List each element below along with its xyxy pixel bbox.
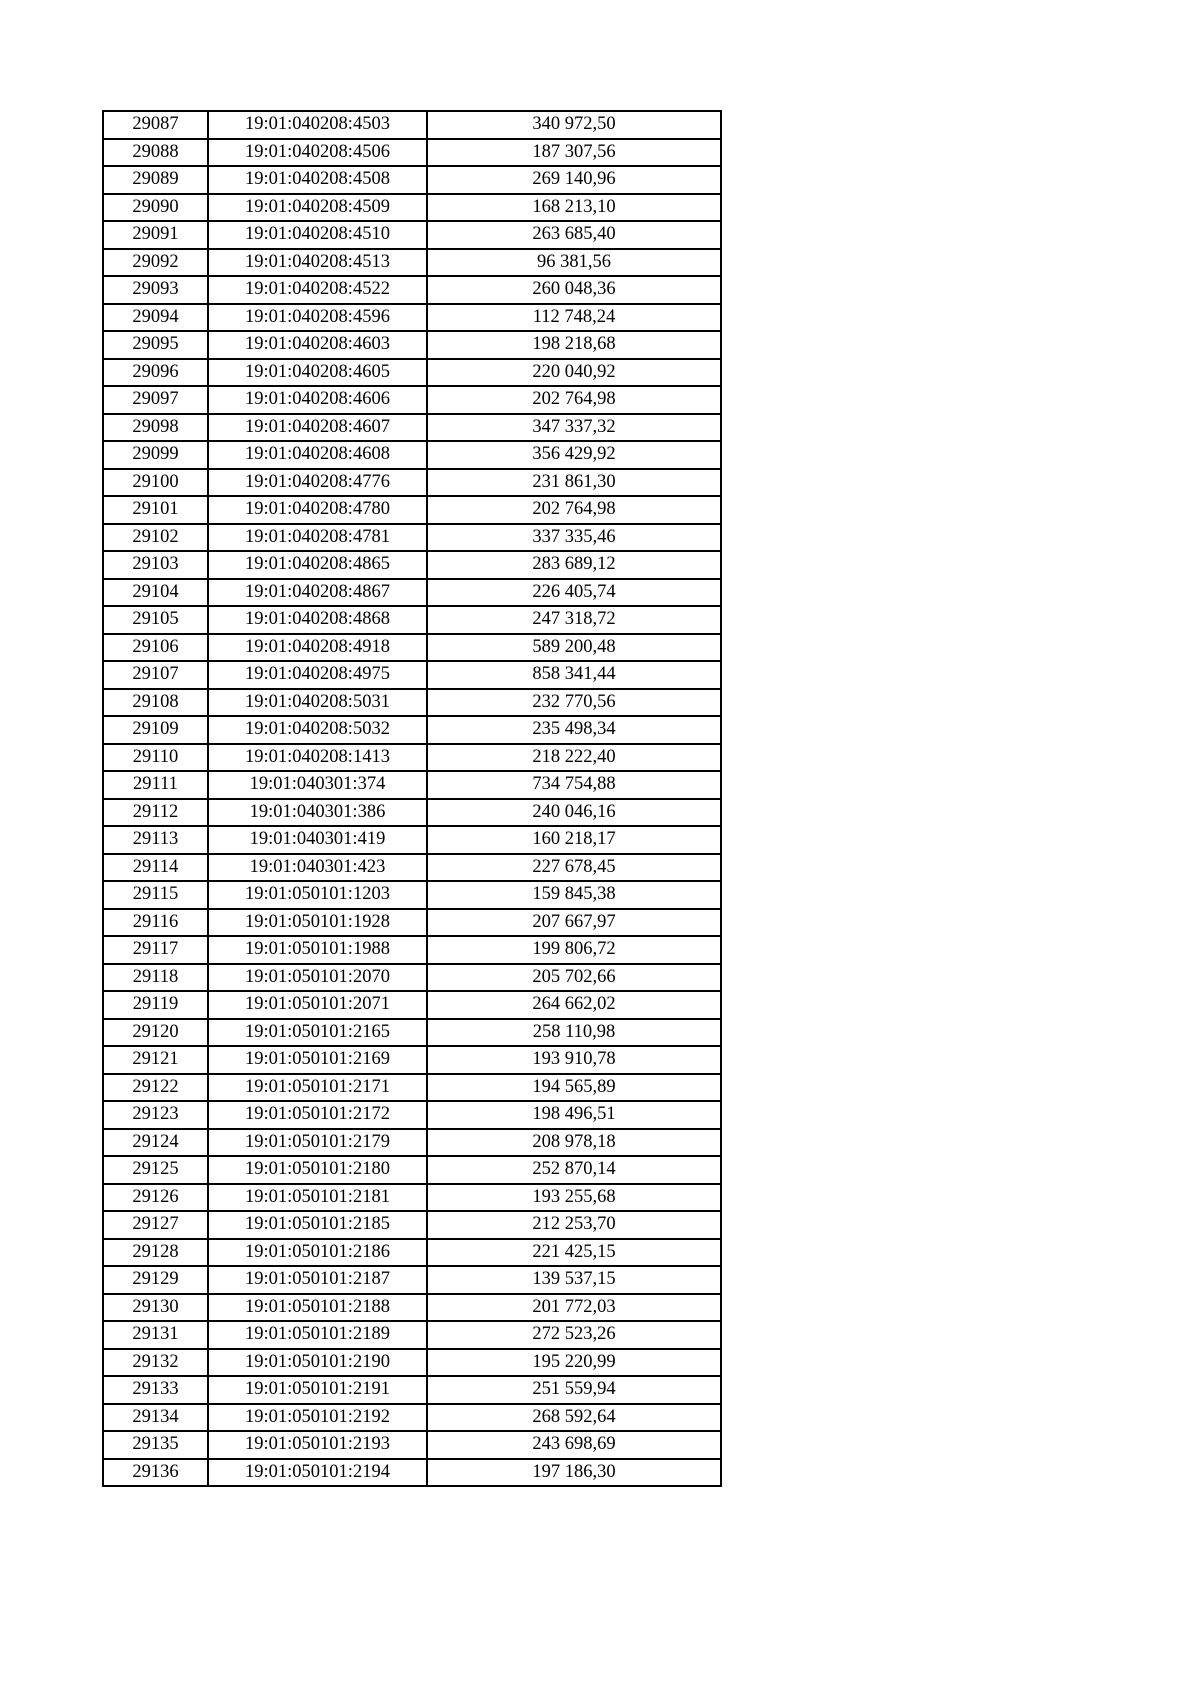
table-row bbox=[103, 276, 721, 304]
table-row bbox=[103, 139, 721, 167]
cadastral-number-cell: 19:01:040208:4776 bbox=[208, 469, 427, 497]
cadastral-number-cell: 19:01:040301:374 bbox=[208, 771, 427, 799]
table-row bbox=[103, 304, 721, 332]
cadastral-number-cell: 19:01:040208:4509 bbox=[208, 194, 427, 222]
value-cell: 264 662,02 bbox=[427, 991, 721, 1019]
value-cell: 268 592,64 bbox=[427, 1404, 721, 1432]
table-row bbox=[103, 826, 721, 854]
row-number-cell: 29104 bbox=[103, 579, 208, 607]
row-number-cell: 29088 bbox=[103, 139, 208, 167]
table-row bbox=[103, 1101, 721, 1129]
value-cell: 231 861,30 bbox=[427, 469, 721, 497]
table-row bbox=[103, 606, 721, 634]
value-cell: 112 748,24 bbox=[427, 304, 721, 332]
value-cell: 251 559,94 bbox=[427, 1376, 721, 1404]
row-number-cell: 29111 bbox=[103, 771, 208, 799]
row-number-cell: 29132 bbox=[103, 1349, 208, 1377]
value-cell: 220 040,92 bbox=[427, 359, 721, 387]
cadastral-number-cell: 19:01:050101:2186 bbox=[208, 1239, 427, 1267]
cadastral-number-cell: 19:01:050101:2188 bbox=[208, 1294, 427, 1322]
cadastral-number-cell: 19:01:040208:4780 bbox=[208, 496, 427, 524]
table-row bbox=[103, 551, 721, 579]
cadastral-number-cell: 19:01:040208:1413 bbox=[208, 744, 427, 772]
row-number-cell: 29126 bbox=[103, 1184, 208, 1212]
table-row bbox=[103, 249, 721, 277]
row-number-cell: 29093 bbox=[103, 276, 208, 304]
row-number-cell: 29105 bbox=[103, 606, 208, 634]
table-row bbox=[103, 1211, 721, 1239]
value-cell: 139 537,15 bbox=[427, 1266, 721, 1294]
value-cell: 198 218,68 bbox=[427, 331, 721, 359]
cadastral-number-cell: 19:01:040208:4603 bbox=[208, 331, 427, 359]
cadastral-number-cell: 19:01:040208:4918 bbox=[208, 634, 427, 662]
cadastral-number-cell: 19:01:040301:386 bbox=[208, 799, 427, 827]
cadastral-number-cell: 19:01:040208:4513 bbox=[208, 249, 427, 277]
table-row bbox=[103, 909, 721, 937]
table-row bbox=[103, 579, 721, 607]
row-number-cell: 29124 bbox=[103, 1129, 208, 1157]
table-row bbox=[103, 854, 721, 882]
table-row bbox=[103, 744, 721, 772]
table-row bbox=[103, 524, 721, 552]
row-number-cell: 29114 bbox=[103, 854, 208, 882]
table-row bbox=[103, 661, 721, 689]
value-cell: 198 496,51 bbox=[427, 1101, 721, 1129]
row-number-cell: 29092 bbox=[103, 249, 208, 277]
row-number-cell: 29123 bbox=[103, 1101, 208, 1129]
value-cell: 193 910,78 bbox=[427, 1046, 721, 1074]
value-cell: 168 213,10 bbox=[427, 194, 721, 222]
row-number-cell: 29121 bbox=[103, 1046, 208, 1074]
value-cell: 201 772,03 bbox=[427, 1294, 721, 1322]
value-cell: 272 523,26 bbox=[427, 1321, 721, 1349]
row-number-cell: 29125 bbox=[103, 1156, 208, 1184]
row-number-cell: 29095 bbox=[103, 331, 208, 359]
value-cell: 208 978,18 bbox=[427, 1129, 721, 1157]
value-cell: 221 425,15 bbox=[427, 1239, 721, 1267]
row-number-cell: 29116 bbox=[103, 909, 208, 937]
cadastral-number-cell: 19:01:050101:2070 bbox=[208, 964, 427, 992]
cadastral-number-cell: 19:01:040301:419 bbox=[208, 826, 427, 854]
value-cell: 243 698,69 bbox=[427, 1431, 721, 1459]
cadastral-number-cell: 19:01:040208:4522 bbox=[208, 276, 427, 304]
value-cell: 187 307,56 bbox=[427, 139, 721, 167]
value-cell: 218 222,40 bbox=[427, 744, 721, 772]
table-row bbox=[103, 194, 721, 222]
table-row bbox=[103, 1321, 721, 1349]
row-number-cell: 29108 bbox=[103, 689, 208, 717]
table-row bbox=[103, 166, 721, 194]
table-row bbox=[103, 964, 721, 992]
row-number-cell: 29112 bbox=[103, 799, 208, 827]
value-cell: 269 140,96 bbox=[427, 166, 721, 194]
row-number-cell: 29099 bbox=[103, 441, 208, 469]
row-number-cell: 29094 bbox=[103, 304, 208, 332]
row-number-cell: 29130 bbox=[103, 1294, 208, 1322]
value-cell: 194 565,89 bbox=[427, 1074, 721, 1102]
cadastral-number-cell: 19:01:050101:2191 bbox=[208, 1376, 427, 1404]
row-number-cell: 29101 bbox=[103, 496, 208, 524]
row-number-cell: 29096 bbox=[103, 359, 208, 387]
cadastral-number-cell: 19:01:050101:2192 bbox=[208, 1404, 427, 1432]
table-row bbox=[103, 111, 721, 139]
cadastral-value-table bbox=[102, 110, 722, 1487]
row-number-cell: 29135 bbox=[103, 1431, 208, 1459]
row-number-cell: 29102 bbox=[103, 524, 208, 552]
row-number-cell: 29134 bbox=[103, 1404, 208, 1432]
row-number-cell: 29110 bbox=[103, 744, 208, 772]
cadastral-number-cell: 19:01:040208:5031 bbox=[208, 689, 427, 717]
table-row bbox=[103, 716, 721, 744]
cadastral-number-cell: 19:01:040208:4510 bbox=[208, 221, 427, 249]
row-number-cell: 29097 bbox=[103, 386, 208, 414]
cadastral-number-cell: 19:01:040208:4605 bbox=[208, 359, 427, 387]
row-number-cell: 29136 bbox=[103, 1459, 208, 1487]
row-number-cell: 29118 bbox=[103, 964, 208, 992]
row-number-cell: 29109 bbox=[103, 716, 208, 744]
row-number-cell: 29091 bbox=[103, 221, 208, 249]
table-row bbox=[103, 221, 721, 249]
value-cell: 202 764,98 bbox=[427, 496, 721, 524]
value-cell: 193 255,68 bbox=[427, 1184, 721, 1212]
value-cell: 347 337,32 bbox=[427, 414, 721, 442]
cadastral-number-cell: 19:01:040208:4608 bbox=[208, 441, 427, 469]
value-cell: 356 429,92 bbox=[427, 441, 721, 469]
row-number-cell: 29133 bbox=[103, 1376, 208, 1404]
cadastral-number-cell: 19:01:040208:4868 bbox=[208, 606, 427, 634]
table-row bbox=[103, 881, 721, 909]
value-cell: 160 218,17 bbox=[427, 826, 721, 854]
value-cell: 260 048,36 bbox=[427, 276, 721, 304]
table-body bbox=[103, 111, 721, 1486]
table-row bbox=[103, 1294, 721, 1322]
value-cell: 202 764,98 bbox=[427, 386, 721, 414]
value-cell: 207 667,97 bbox=[427, 909, 721, 937]
value-cell: 227 678,45 bbox=[427, 854, 721, 882]
table-row bbox=[103, 1431, 721, 1459]
row-number-cell: 29103 bbox=[103, 551, 208, 579]
value-cell: 205 702,66 bbox=[427, 964, 721, 992]
row-number-cell: 29117 bbox=[103, 936, 208, 964]
value-cell: 263 685,40 bbox=[427, 221, 721, 249]
row-number-cell: 29122 bbox=[103, 1074, 208, 1102]
cadastral-number-cell: 19:01:050101:2187 bbox=[208, 1266, 427, 1294]
cadastral-number-cell: 19:01:050101:2189 bbox=[208, 1321, 427, 1349]
row-number-cell: 29119 bbox=[103, 991, 208, 1019]
cadastral-number-cell: 19:01:050101:2172 bbox=[208, 1101, 427, 1129]
table-row bbox=[103, 331, 721, 359]
table-row bbox=[103, 1404, 721, 1432]
table-row bbox=[103, 414, 721, 442]
row-number-cell: 29113 bbox=[103, 826, 208, 854]
value-cell: 340 972,50 bbox=[427, 111, 721, 139]
table-row bbox=[103, 689, 721, 717]
cadastral-number-cell: 19:01:050101:2171 bbox=[208, 1074, 427, 1102]
row-number-cell: 29106 bbox=[103, 634, 208, 662]
value-cell: 159 845,38 bbox=[427, 881, 721, 909]
table-row bbox=[103, 1459, 721, 1487]
row-number-cell: 29089 bbox=[103, 166, 208, 194]
value-cell: 240 046,16 bbox=[427, 799, 721, 827]
cadastral-number-cell: 19:01:050101:1988 bbox=[208, 936, 427, 964]
cadastral-number-cell: 19:01:050101:1928 bbox=[208, 909, 427, 937]
table-row bbox=[103, 1239, 721, 1267]
cadastral-number-cell: 19:01:040208:4506 bbox=[208, 139, 427, 167]
table-row bbox=[103, 1074, 721, 1102]
table-row bbox=[103, 441, 721, 469]
table-row bbox=[103, 469, 721, 497]
table-row bbox=[103, 1129, 721, 1157]
row-number-cell: 29107 bbox=[103, 661, 208, 689]
value-cell: 235 498,34 bbox=[427, 716, 721, 744]
cadastral-number-cell: 19:01:050101:2194 bbox=[208, 1459, 427, 1487]
cadastral-number-cell: 19:01:050101:2169 bbox=[208, 1046, 427, 1074]
table-row bbox=[103, 799, 721, 827]
cadastral-number-cell: 19:01:050101:2190 bbox=[208, 1349, 427, 1377]
value-cell: 337 335,46 bbox=[427, 524, 721, 552]
row-number-cell: 29129 bbox=[103, 1266, 208, 1294]
table-row bbox=[103, 1376, 721, 1404]
value-cell: 734 754,88 bbox=[427, 771, 721, 799]
value-cell: 226 405,74 bbox=[427, 579, 721, 607]
table-row bbox=[103, 1046, 721, 1074]
cadastral-number-cell: 19:01:040208:5032 bbox=[208, 716, 427, 744]
table-row bbox=[103, 496, 721, 524]
cadastral-number-cell: 19:01:040208:4606 bbox=[208, 386, 427, 414]
value-cell: 858 341,44 bbox=[427, 661, 721, 689]
value-cell: 197 186,30 bbox=[427, 1459, 721, 1487]
value-cell: 232 770,56 bbox=[427, 689, 721, 717]
row-number-cell: 29087 bbox=[103, 111, 208, 139]
cadastral-number-cell: 19:01:040208:4865 bbox=[208, 551, 427, 579]
table-row bbox=[103, 991, 721, 1019]
row-number-cell: 29127 bbox=[103, 1211, 208, 1239]
table-row bbox=[103, 1266, 721, 1294]
value-cell: 252 870,14 bbox=[427, 1156, 721, 1184]
cadastral-number-cell: 19:01:050101:2180 bbox=[208, 1156, 427, 1184]
row-number-cell: 29100 bbox=[103, 469, 208, 497]
value-cell: 195 220,99 bbox=[427, 1349, 721, 1377]
cadastral-number-cell: 19:01:050101:1203 bbox=[208, 881, 427, 909]
cadastral-number-cell: 19:01:040208:4867 bbox=[208, 579, 427, 607]
row-number-cell: 29131 bbox=[103, 1321, 208, 1349]
value-cell: 199 806,72 bbox=[427, 936, 721, 964]
cadastral-number-cell: 19:01:050101:2185 bbox=[208, 1211, 427, 1239]
cadastral-number-cell: 19:01:050101:2165 bbox=[208, 1019, 427, 1047]
cadastral-number-cell: 19:01:040208:4607 bbox=[208, 414, 427, 442]
row-number-cell: 29090 bbox=[103, 194, 208, 222]
value-cell: 283 689,12 bbox=[427, 551, 721, 579]
value-cell: 247 318,72 bbox=[427, 606, 721, 634]
table-row bbox=[103, 936, 721, 964]
table-row bbox=[103, 386, 721, 414]
cadastral-number-cell: 19:01:050101:2071 bbox=[208, 991, 427, 1019]
cadastral-number-cell: 19:01:050101:2193 bbox=[208, 1431, 427, 1459]
value-cell: 212 253,70 bbox=[427, 1211, 721, 1239]
cadastral-number-cell: 19:01:040208:4503 bbox=[208, 111, 427, 139]
value-cell: 589 200,48 bbox=[427, 634, 721, 662]
value-cell: 258 110,98 bbox=[427, 1019, 721, 1047]
row-number-cell: 29115 bbox=[103, 881, 208, 909]
row-number-cell: 29098 bbox=[103, 414, 208, 442]
table-row bbox=[103, 634, 721, 662]
cadastral-number-cell: 19:01:040208:4781 bbox=[208, 524, 427, 552]
value-cell: 96 381,56 bbox=[427, 249, 721, 277]
table-row bbox=[103, 1156, 721, 1184]
cadastral-number-cell: 19:01:040208:4975 bbox=[208, 661, 427, 689]
row-number-cell: 29128 bbox=[103, 1239, 208, 1267]
cadastral-number-cell: 19:01:050101:2181 bbox=[208, 1184, 427, 1212]
table-row bbox=[103, 771, 721, 799]
table-row bbox=[103, 1349, 721, 1377]
row-number-cell: 29120 bbox=[103, 1019, 208, 1047]
table-row bbox=[103, 1184, 721, 1212]
cadastral-number-cell: 19:01:040208:4596 bbox=[208, 304, 427, 332]
table-row bbox=[103, 1019, 721, 1047]
cadastral-number-cell: 19:01:040208:4508 bbox=[208, 166, 427, 194]
cadastral-number-cell: 19:01:040301:423 bbox=[208, 854, 427, 882]
cadastral-number-cell: 19:01:050101:2179 bbox=[208, 1129, 427, 1157]
table-row bbox=[103, 359, 721, 387]
